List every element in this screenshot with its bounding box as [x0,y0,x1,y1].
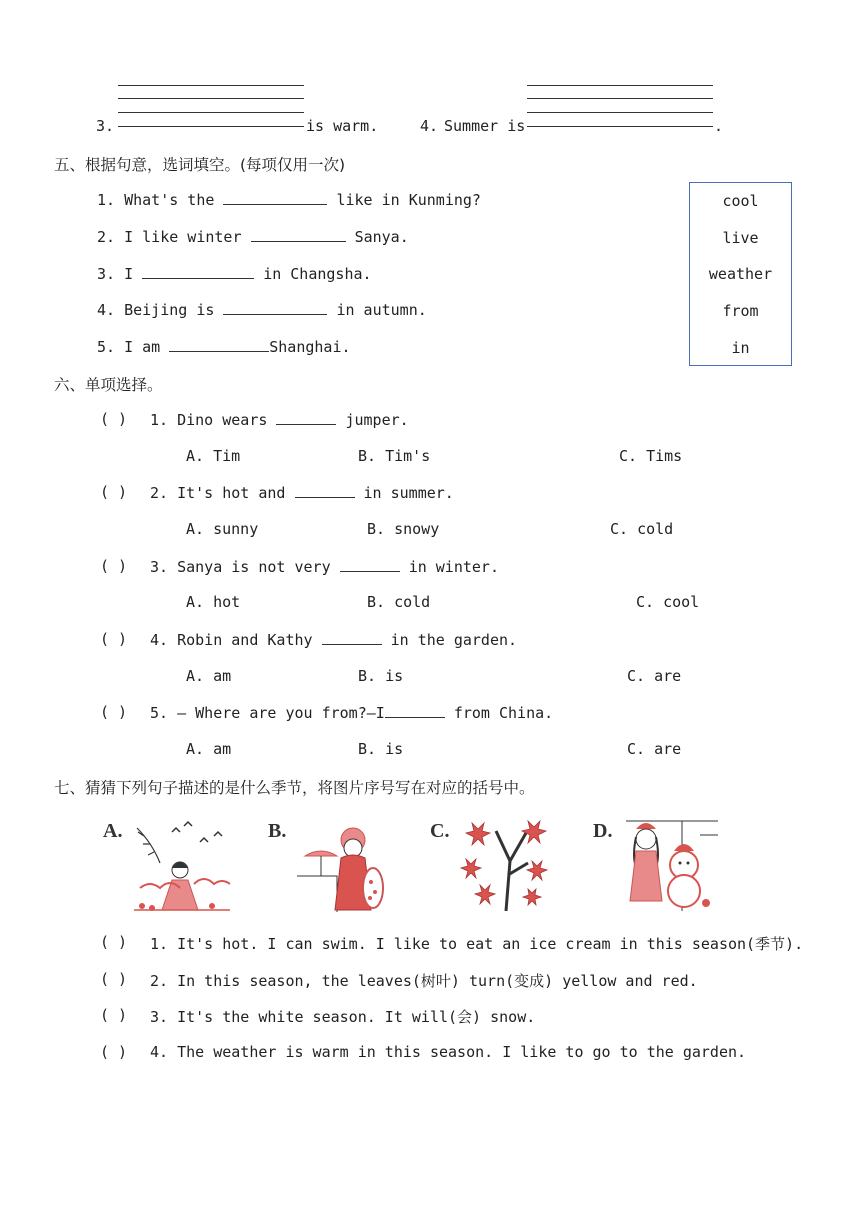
q-num: 5. [150,704,169,722]
option-c[interactable]: C. are [627,667,682,685]
answer-blank[interactable] [223,190,327,205]
option-a[interactable]: A. Tim [186,447,241,465]
option-a[interactable]: A. am [186,667,232,685]
option-a[interactable]: A. hot [186,593,241,611]
q-before: — Where are you from?—I [177,704,385,722]
answer-blank[interactable] [340,557,400,572]
winter-snowman-picture [622,815,718,911]
q-num: 4. [150,631,169,649]
season-sentence-1: 1. It's hot. I can swim. I like to eat an ice cream in this season(季节). [150,935,804,953]
section7-heading: 七、猜猜下列句子描述的是什么季节，将图片序号写在对应的括号中。 [54,779,535,797]
answer-blank[interactable] [295,483,355,498]
answer-parentheses[interactable]: ( ) [100,933,128,951]
s6-question-4 [150,630,517,649]
option-b[interactable]: B. is [358,667,404,685]
q-before: It's hot and [177,484,286,502]
q-num: 1. [150,411,169,429]
answer-parentheses[interactable]: ( ) [100,557,128,575]
q-num: 3. [150,558,169,576]
s5-before: I [124,265,134,283]
answer-parentheses[interactable]: ( ) [100,483,128,501]
s5-num: 3. [97,265,116,283]
answer-blank[interactable] [251,227,346,242]
s5-num: 5. [97,338,116,356]
s5-after: in autumn. [336,301,427,319]
season-sentence-3: 3. It's the white season. It will(会) snow. [150,1008,536,1026]
s5-num: 2. [97,228,116,246]
answer-parentheses[interactable]: ( ) [100,970,128,988]
option-b[interactable]: B. Tim's [358,447,431,465]
answer-parentheses[interactable]: ( ) [100,410,128,428]
picture-label-c: C. [430,820,450,842]
q-after: in the garden. [390,631,518,649]
q-after: from China. [453,704,554,722]
option-c[interactable]: C. Tims [619,447,683,465]
picture-label-d: D. [593,820,613,842]
season-sentence-4: 4. The weather is warm in this season. I like to go to the garden. [150,1043,747,1061]
s6-question-3 [150,557,499,576]
q-after: in summer. [363,484,454,502]
q-after: jumper. [345,411,409,429]
s5-before: I like winter [124,228,242,246]
s5-num: 4. [97,301,116,319]
answer-parentheses[interactable]: ( ) [100,1006,128,1024]
s5-after: Sanya. [354,228,409,246]
s5-after: like in Kunming? [336,191,481,209]
option-b[interactable]: B. cold [367,593,431,611]
item3-suffix: is warm. [306,117,379,135]
picture-label-b: B. [268,820,287,842]
item4-suffix: . [714,117,724,135]
autumn-leaves-picture [458,815,554,911]
answer-parentheses[interactable]: ( ) [100,703,128,721]
s6-question-1 [150,410,409,429]
section5-heading: 五、根据句意，选词填空。(每项仅用一次) [54,156,346,174]
summer-girl-picture [295,818,390,913]
q-num: 2. [150,484,169,502]
spring-girl-picture [132,818,232,913]
answer-blank[interactable] [385,703,445,718]
s5-item-1 [97,190,481,209]
answer-blank[interactable] [276,410,336,425]
s5-after: in Changsha. [263,265,372,283]
item3-number: 3. [96,117,115,135]
q-after: in winter. [408,558,499,576]
word-bank-item: from [722,302,759,320]
s5-item-2 [97,227,409,246]
option-c[interactable]: C. cold [610,520,674,538]
s6-question-2 [150,483,454,502]
s5-before: I am [124,338,161,356]
answer-blank[interactable] [169,337,269,352]
answer-blank[interactable] [142,264,254,279]
option-c[interactable]: C. are [627,740,682,758]
word-bank-item: weather [708,265,773,283]
s6-question-5 [150,703,553,722]
item4-prefix: Summer is [444,117,526,135]
s5-before: Beijing is [124,301,215,319]
season-sentence-2: 2. In this season, the leaves(树叶) turn(变成) yellow and red. [150,972,698,990]
section6-heading: 六、单项选择。 [54,376,163,394]
word-bank-box [689,182,792,366]
option-a[interactable]: A. am [186,740,232,758]
s5-num: 1. [97,191,116,209]
s5-item-5 [97,337,351,356]
option-a[interactable]: A. sunny [186,520,259,538]
answer-blank[interactable] [322,630,382,645]
picture-label-a: A. [103,820,123,842]
answer-parentheses[interactable]: ( ) [100,630,128,648]
q-before: Robin and Kathy [177,631,313,649]
answer-blank[interactable] [223,300,327,315]
s5-item-3 [97,264,372,283]
option-b[interactable]: B. snowy [367,520,440,538]
item4-number: 4. [420,117,439,135]
q-before: Sanya is not very [177,558,331,576]
q-before: Dino wears [177,411,268,429]
s5-item-4 [97,300,427,319]
option-b[interactable]: B. is [358,740,404,758]
word-bank-item: live [722,229,759,247]
answer-parentheses[interactable]: ( ) [100,1043,128,1061]
option-c[interactable]: C. cool [636,593,700,611]
word-bank-item: in [731,339,750,357]
word-bank-item: cool [722,192,759,210]
s5-after: Shanghai. [269,338,351,356]
s5-before: What's the [124,191,215,209]
